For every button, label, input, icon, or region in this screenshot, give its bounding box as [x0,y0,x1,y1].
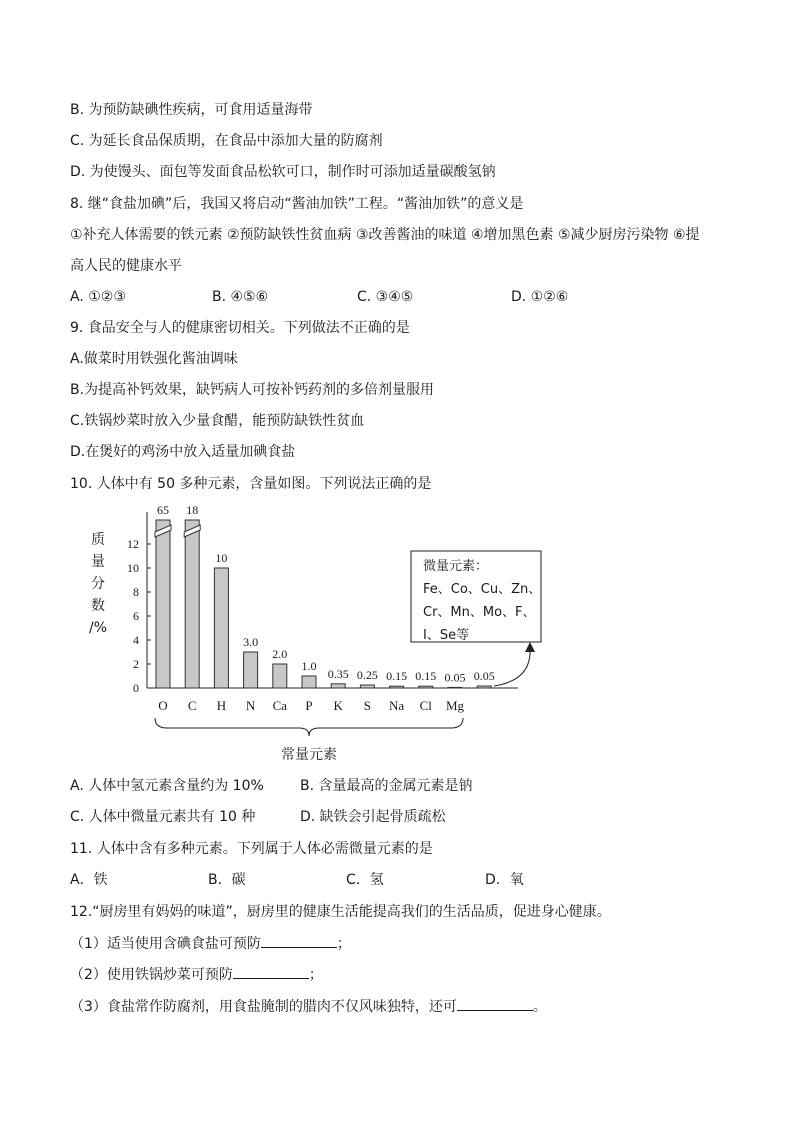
value-label-S: 0.25 [356,668,378,682]
q12-part3-text: （3）食盐常作防腐剂，用食盐腌制的腊肉不仅风味独特，还可 [70,999,457,1015]
category-label-Mg: Mg [445,698,465,713]
y-axis-label: 数 [91,598,105,614]
bar-K [331,684,345,688]
q9-option-c: C.铁锅炒菜时放入少量食醋，能预防缺铁性贫血 [70,413,365,429]
value-label-Ca: 2.0 [272,647,288,661]
y-tick-label: 6 [133,609,139,623]
trace-box-line: I、Se等 [423,628,470,643]
bar-Na [390,686,404,688]
bar-trace [477,686,491,688]
q12-part1-blank[interactable] [261,933,337,948]
q10-option-c: C. 人体中微量元素共有 10 种 [70,809,256,825]
q8-option-b: B. ④⑤⑥ [212,289,269,305]
category-label-Ca: Ca [272,698,288,713]
q11-option-c: C．氢 [346,872,384,888]
q12-part2-blank[interactable] [233,964,309,979]
bar-Cl [419,686,433,688]
q8-items-line2: 高人民的健康水平 [70,258,182,274]
bar-C [185,520,199,688]
value-label-P: 1.0 [301,659,317,673]
q10-option-b: B. 含量最高的金属元素是钠 [300,778,473,794]
y-tick-label: 10 [127,561,139,575]
q8-items-line1: ①补充人体需要的铁元素 ②预防缺铁性贫血病 ③改善酱油的味道 ④增加黑色素 ⑤减少厨房污染物 ⑥提 [70,227,700,243]
category-label-Cl: Cl [419,698,432,713]
bar-P [302,676,316,688]
macro-brace [155,718,463,736]
category-label-O: O [158,698,168,713]
q12-part2-end: ； [308,967,323,983]
q8-option-c: C. ③④⑤ [357,289,414,305]
q12-part2-text: （2）使用铁锅炒菜可预防 [70,967,233,983]
q9-option-d: D.在煲好的鸡汤中放入适量加碘食盐 [70,444,296,460]
category-label-H: H [216,698,227,713]
q7-option-d: D. 为使馒头、面包等发面食品松软可口，制作时可添加适量碳酸氢钠 [70,164,496,180]
category-label-C: C [187,698,197,713]
y-axis-label: 质 [91,532,105,548]
y-tick-label: 12 [127,537,139,551]
trace-arrow [494,648,530,686]
bar-S [360,685,374,688]
q8-option-d: D. ①②⑥ [511,289,569,305]
trace-box-title: 微量元素： [423,559,489,574]
q11-option-d: D．氧 [485,872,524,888]
value-label-Mg: 0.05 [444,670,466,685]
y-tick-label: 8 [133,585,139,599]
q12-part1-text: （1）适当使用含碘食盐可预防 [70,936,261,952]
value-label-Cl: 0.15 [415,669,437,684]
bar-N [244,652,258,688]
category-label-K: K [333,698,343,713]
value-label-O: 65 [157,503,169,517]
q10-option-a: A. 人体中氢元素含量约为 10% [70,778,264,794]
q9-stem: 9. 食品安全与人的健康密切相关。下列做法不正确的是 [70,320,410,336]
value-label-trace: 0.05 [473,669,495,683]
q12-part3-blank[interactable] [457,996,533,1011]
q11-option-b: B．碳 [208,872,246,888]
value-label-H: 10 [215,551,228,565]
q11-option-a: A．铁 [70,872,108,888]
q7-option-c: C. 为延长食品保质期，在食品中添加大量的防腐剂 [70,133,383,149]
y-axis-label: /% [88,620,108,636]
q8-option-a: A. ①②③ [70,289,126,305]
category-label-N: N [245,698,256,713]
q9-option-b: B.为提高补钙效果，缺钙病人可按补钙药剂的多倍剂量服用 [70,382,435,398]
q12-part3-end: 。 [532,999,547,1015]
q10-stem: 10. 人体中有 50 多种元素，含量如图。下列说法正确的是 [70,476,432,492]
bar-Ca [273,664,287,688]
value-label-Na: 0.15 [386,669,408,684]
value-label-N: 3.0 [243,635,259,649]
brace-label: 常量元素 [281,747,337,763]
q9-option-a: A.做菜时用铁强化酱油调味 [70,351,238,367]
q8-stem: 8. 继“食盐加碘”后，我国又将启动“酱油加铁”工程。“酱油加铁”的意义是 [70,196,524,212]
value-label-K: 0.35 [327,666,349,681]
category-label-S: S [363,698,372,713]
trace-arrowhead [525,642,535,652]
bar-O [156,520,170,688]
y-tick-label: 0 [133,681,139,695]
y-axis-label: 分 [91,576,105,592]
y-axis-label: 量 [91,554,105,570]
q11-stem: 11. 人体中含有多种元素。下列属于人体必需微量元素的是 [70,841,433,857]
category-label-P: P [305,698,313,713]
element-content-chart [70,500,550,775]
q12-part3 [70,996,547,1017]
value-label-C: 18 [186,503,199,517]
q12-part1-end: ； [336,936,351,952]
category-label-Na: Na [389,698,405,713]
trace-box-line: Cr、Mn、Mo、F、 [423,605,536,620]
y-tick-label: 4 [133,633,139,647]
q12-part2 [70,964,323,985]
q12-part1 [70,933,351,954]
q12-stem: 12.“厨房里有妈妈的味道”，厨房里的健康生活能提高我们的生活品质，促进身心健康。 [70,904,611,920]
q7-option-b: B. 为预防缺碘性疾病，可食用适量海带 [70,102,313,118]
bar-Mg [448,687,462,688]
bar-H [214,568,228,688]
y-tick-label: 2 [133,657,139,671]
trace-box-line: Fe、Co、Cu、Zn、 [423,582,542,597]
q10-option-d: D. 缺铁会引起骨质疏松 [300,809,446,825]
